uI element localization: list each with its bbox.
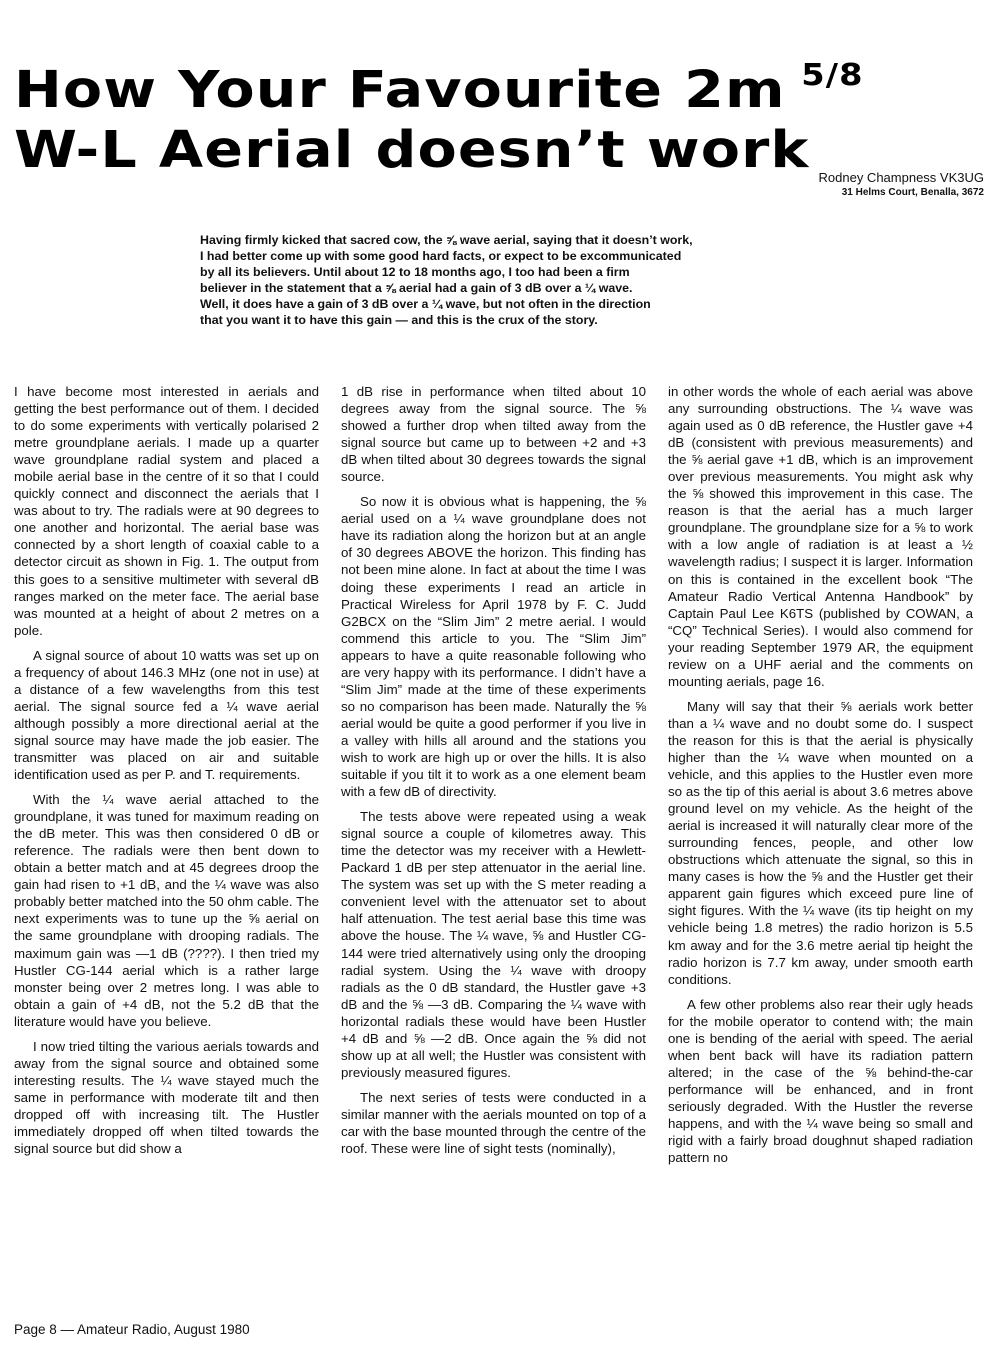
paragraph: The tests above were repeated using a weak signal source a couple of kilometres away. This time the detector was my receiver with a Hewlett-Packard 1 dB per step attenuator in the aerial line. The system was set up with the S meter reading a convenient level with the attenuator set to about half attenuation. The test aerial base this time was above the house. The ¼ wave, ⅝ and Hustler CG-144 were tried alternatively using only the drooping radial system. Using the ¼ wave with droopy radials as the 0 dB standard, the Hustler gave +3 dB and the ⅝ —3 dB. Comparing the ¼ wave with horizontal radials these would have been Hustler +4 dB and ⅝ —2 dB. Once again the ⅝ did not show up at all well; the Hustler was consistent with previously measured figures. (341, 809, 646, 1080)
column-3 (668, 383, 973, 1166)
author-name: Rodney Champness VK3UG (818, 170, 984, 185)
title-line-1-text: How Your Favourite 2m (14, 61, 786, 120)
paragraph: Many will say that their ⅝ aerials work better than a ¼ wave and no doubt some do. I suspect the reason for this is that the aerial is physically higher than the ¼ wave when mounted on a vehicle, and this applies to the Hustler even more so as the tip of this aerial is about 3.6 metres above ground level on my vehicle. As the height of the aerial is increased it will naturally clear more of the surrounding fences, people, and other low obstructions which attenuate the signal, so this in many cases is how the ⅝ and the Hustler get their apparent gain figures which exceed pure line of sight figures. With the ¼ wave (its tip height on my vehicle being 1.8 metres) the radio horizon is 5.5 km away and for the 3.6 metre aerial tip height the radio horizon is 7.7 km away, under smooth earth conditions. (668, 698, 973, 987)
page-footer: Page 8 — Amateur Radio, August 1980 (14, 1322, 250, 1337)
standfirst-line: by all its believers. Until about 12 to 18 months ago, I too had been a firm (200, 265, 630, 280)
standfirst-line: that you want it to have this gain — and this is the crux of the story. (200, 313, 598, 328)
byline (819, 170, 984, 199)
standfirst-line: Well, it does have a gain of 3 dB over a ¼ wave, but not often in the direction (200, 297, 651, 312)
paragraph: The next series of tests were conducted in a similar manner with the aerials mounted on top of a car with the base mounted through the centre of the roof. These were line of sight tests (nominally), (341, 1089, 646, 1157)
author-address: 31 Helms Court, Benalla, 3672 (841, 187, 984, 198)
paragraph: With the ¼ wave aerial attached to the groundplane, it was tuned for maximum reading on the dB meter. This was then considered 0 dB or reference. The radials were then bent down to obtain a better match and at 45 degrees droop the gain had risen to +1 dB, and the ¼ wave was also probably better matched into the 50 ohm cable. The next experiments was to tune up the ⅝ aerial on the same groundplane with drooping radials. The maximum gain was —1 dB (????). I then tried my Hustler CG-144 aerial which is a rather large monster being over 2 metres long. I was able to obtain a gain of +4 dB, not the 5.2 dB that the literature would have you believe. (14, 792, 319, 1029)
article-body (14, 383, 973, 1166)
standfirst-line: I had better come up with some good hard facts, or expect to be excommunicated (200, 249, 682, 264)
standfirst-line: Having firmly kicked that sacred cow, the ⅝ wave aerial, saying that it doesn’t work, (200, 233, 693, 247)
title-line-1 (14, 46, 1000, 121)
paragraph: A few other problems also rear their ugly heads for the mobile operator to contend with; the main one is bending of the aerial with speed. The aerial when bent back will have its radiation pattern altered; in the case of the ⅝ behind-the-car performance will be enhanced, and in front seriously degraded. With the Hustler the reverse happens, and with the ¼ wave being so small and rigid with a fairly broad doughnut shaped radiation pattern no (668, 996, 973, 1166)
paragraph: 1 dB rise in performance when tilted about 10 degrees away from the signal source. The ⅝ showed a further drop when tilted away from the signal source but came up to between +2 and +3 dB when tilted about 30 degrees towards the signal source. (341, 384, 646, 485)
standfirst (200, 232, 810, 329)
column-2 (341, 383, 646, 1166)
article-title (14, 46, 1000, 181)
paragraph: I have become most interested in aerials and getting the best performance out of them. I decided to do some experiments with vertically polarised 2 metre groundplane aerials. I made up a quarter wave groundplane radial system and placed a mobile aerial base in the centre of it so that I could quickly connect and disconnect the aerials that I was about to try. The radials were at 90 degrees to one another and horizontal. The aerial base was connected by a short length of coaxial cable to a detector circuit as shown in Fig. 1. The output from this goes to a sensitive multimeter with several dB ranges marked on the meter face. The aerial base was mounted at a height of about 2 metres on a pole. (14, 384, 319, 638)
title-line-2: W-L Aerial doesn’t work (14, 121, 810, 180)
paragraph: in other words the whole of each aerial was above any surrounding obstructions. The ¼ wave was again used as 0 dB reference, the Hustler gave +4 dB (consistent with previous measurements) and the ⅝ aerial gave +1 dB, which is an improvement over previous measurements. You might ask why the ⅝ showed this improvement in this case. The reason is that the aerial has a much larger groundplane. The groundplane size for a ⅝ to work with a low angle of radiation is at least a ½ wavelength radius; I suspect it is larger. Information on this is contained in the excellent book “The Amateur Radio Vertical Antenna Handbook” by Captain Paul Lee K6TS (published by COWAN, a “CQ” Technical Series). I would also commend for your reading September 1979 AR, the equipment review on a UHF aerial and the comments on mounting aerials, page 16. (668, 384, 973, 689)
paragraph: A signal source of about 10 watts was set up on a frequency of about 146.3 MHz (one not in use) at a distance of a few wavelengths from this test aerial. The signal source fed a ¼ wave aerial although possibly a more directional aerial at the signal source may have made the job easier. The transmitter was placed on air and suitable identification used as per P. and T. requirements. (14, 647, 319, 783)
paragraph: So now it is obvious what is happening, the ⅝ aerial used on a ¼ wave groundplane does not have its radiation along the horizon but at an angle of 30 degrees ABOVE the horizon. This finding has not been mine alone. In fact at about the time I was doing these experiments I read an article in Practical Wireless for April 1978 by F. C. Judd G2BCX on the “Slim Jim” 2 metre aerial. I would commend this article to you. The “Slim Jim” appears to have a quite reasonable following who are very happy with its performance. I didn’t have a “Slim Jim” made at the time of these experiments so no comparison has been made. Naturally the ⅝ aerial would be quite a good performer if you live in a valley with hills all around and the stations you wish to work are high up or over the hills. It is also suitable if you tilt it to work as a one element beam with a few dB of directivity. (341, 494, 646, 800)
standfirst-line: believer in the statement that a ⅝ aerial had a gain of 3 dB over a ¼ wave. (200, 281, 633, 296)
column-1 (14, 383, 319, 1166)
title-fraction: 5/8 (801, 58, 864, 93)
paragraph: I now tried tilting the various aerials towards and away from the signal source and obtained some interesting results. The ¼ wave stayed much the same in performance with moderate tilt and then dropped off with increasing tilt. The Hustler immediately dropped off when tilted towards the signal source but did show a (14, 1038, 319, 1157)
